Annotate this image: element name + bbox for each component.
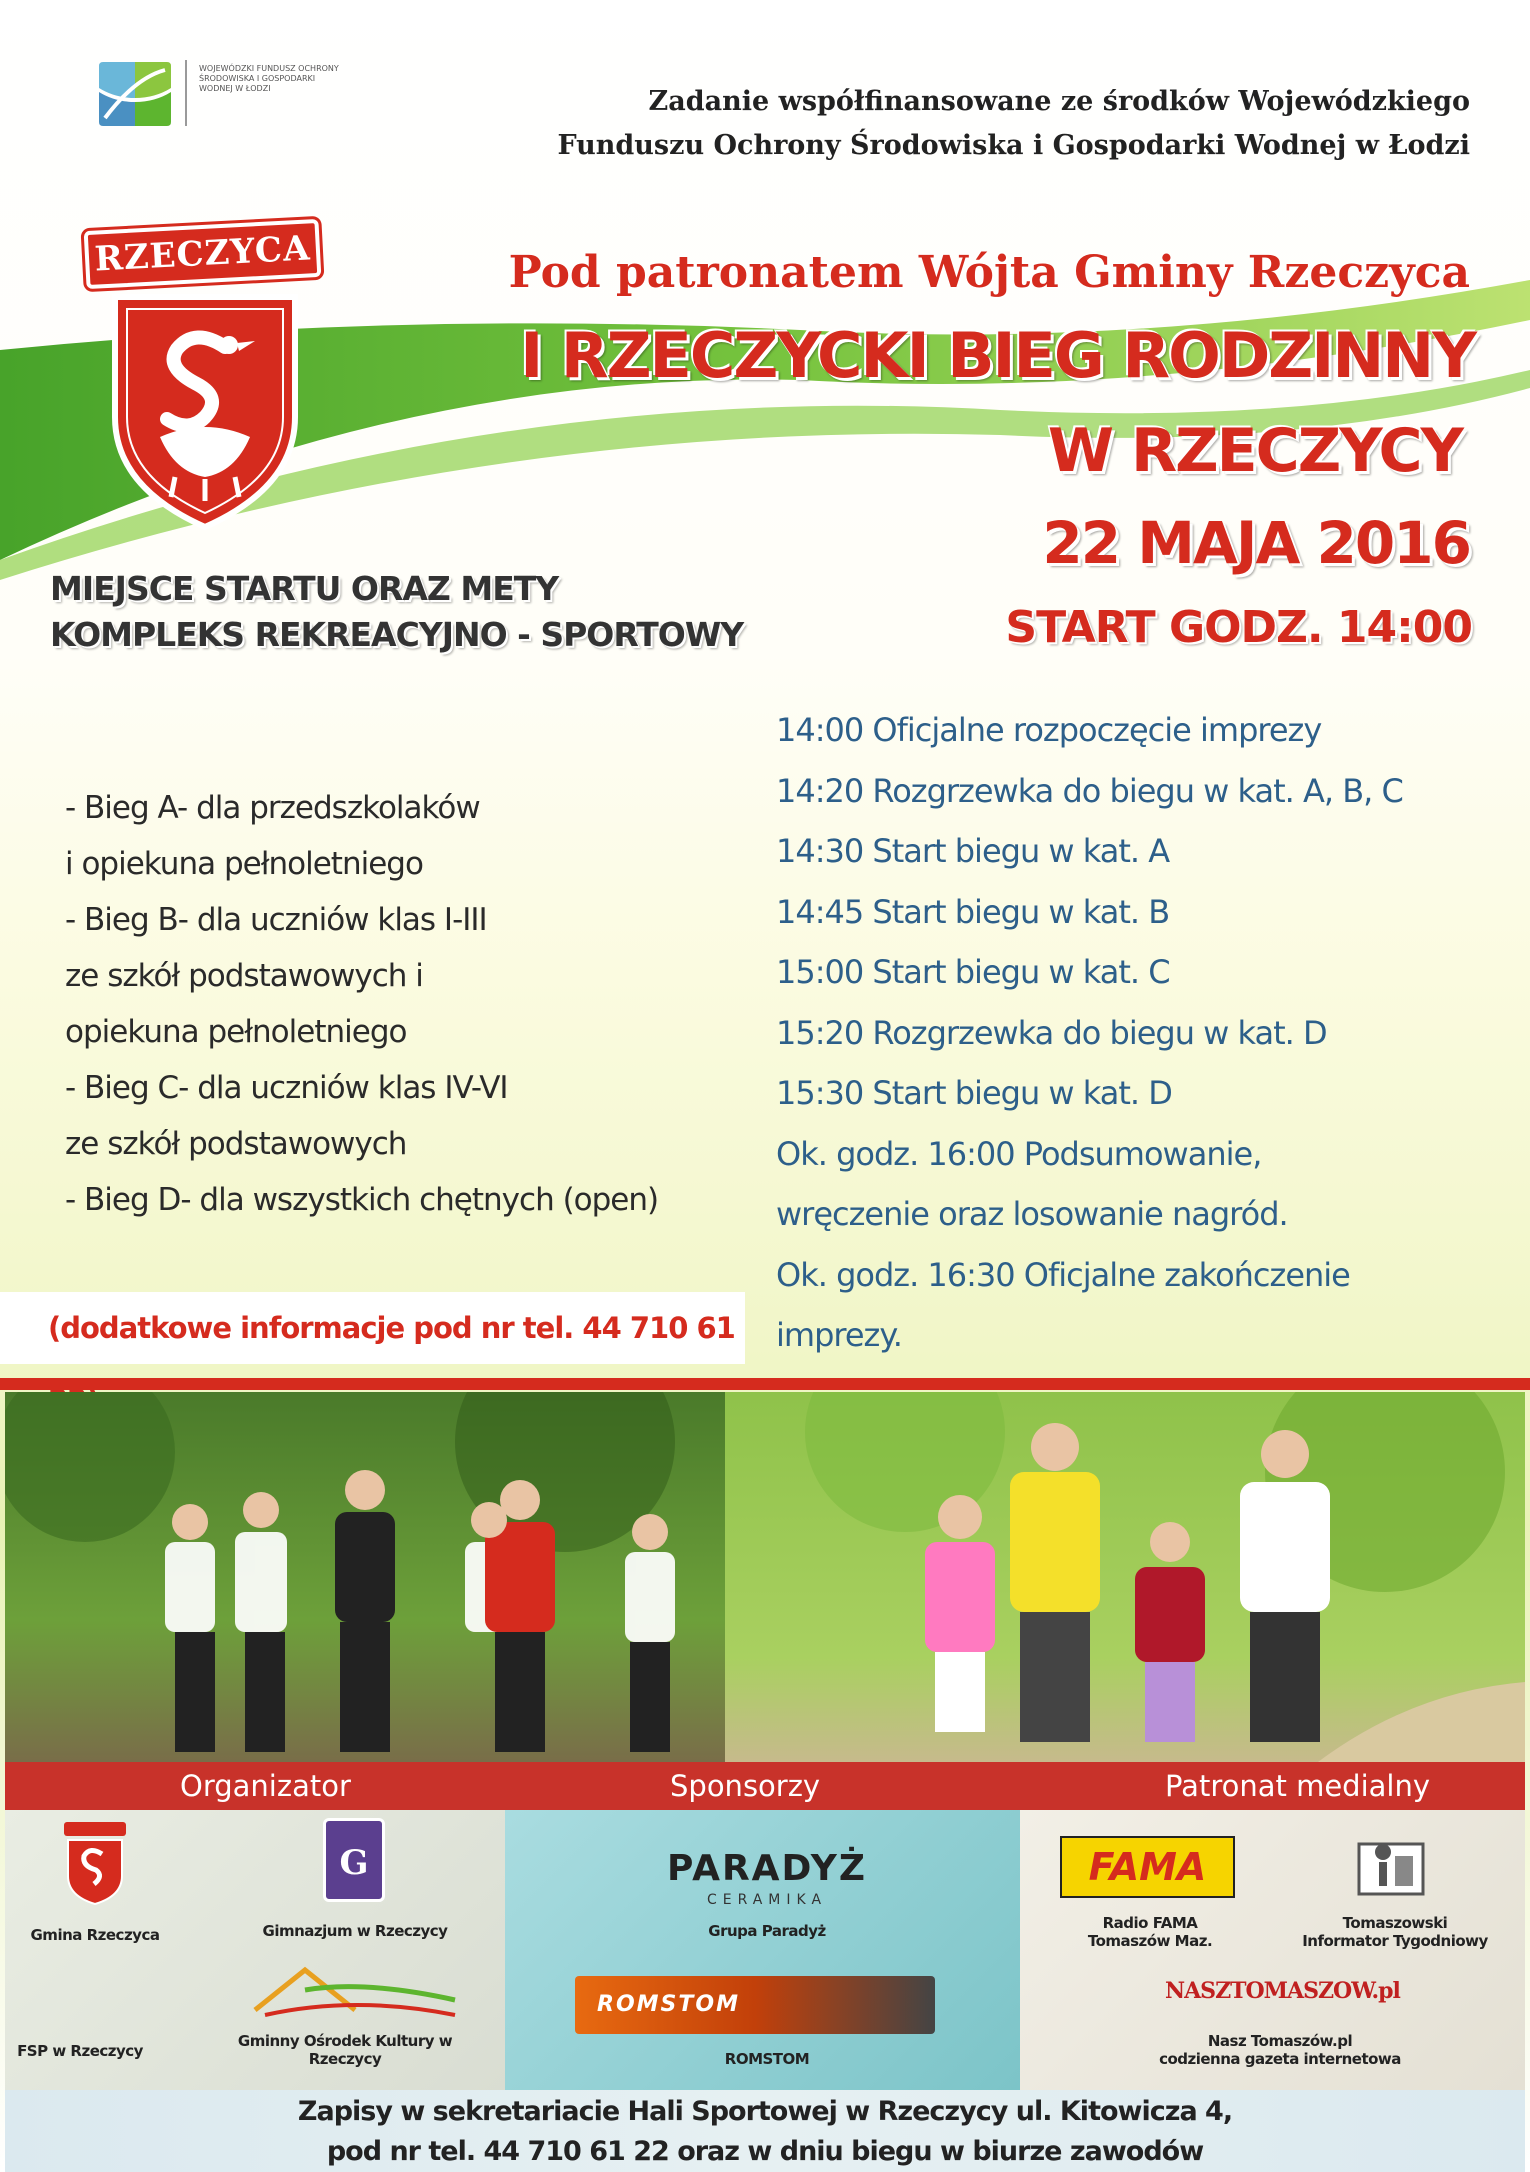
nasztomaszow-logo: NASZTOMASZOW.pl bbox=[1165, 1978, 1400, 2004]
red-divider bbox=[0, 1378, 1530, 1390]
category-line: - Bieg D- dla wszystkich chętnych (open) bbox=[65, 1182, 659, 1218]
fama-caption-line-1: Radio FAMA bbox=[1102, 1914, 1198, 1932]
schedule-line: 14:20 Rozgrzewka do biegu w kat. A, B, C bbox=[776, 771, 1403, 810]
schedule-line: 15:30 Start biegu w kat. D bbox=[776, 1074, 1172, 1112]
registration-line-2: pod nr tel. 44 710 61 22 oraz w dniu biegu w biurze zawodów bbox=[326, 2136, 1204, 2167]
wfos-leaf-icon bbox=[95, 58, 175, 130]
category-line: - Bieg A- dla przedszkolaków bbox=[65, 790, 480, 826]
category-line: ze szkół podstawowych i bbox=[65, 958, 423, 994]
paradyz-logo-sub: CERAMIKA bbox=[706, 1892, 828, 1908]
nt-caption-line-1: Nasz Tomaszów.pl bbox=[1207, 2032, 1353, 2050]
tit-caption-line-2: Informator Tygodniowy bbox=[1302, 1932, 1488, 1950]
sponsor-bar bbox=[5, 1762, 1525, 1810]
cofunding-note bbox=[470, 80, 1470, 168]
wfos-text: WOJEWÓDZKI FUNDUSZ OCHRONY ŚRODOWISKA I GOSPODARKI WODNEJ W ŁODZI bbox=[199, 64, 339, 93]
radio-fama-logo bbox=[1060, 1836, 1235, 1898]
schedule-line: 15:20 Rozgrzewka do biegu w kat. D bbox=[776, 1013, 1327, 1052]
fama-caption bbox=[1050, 1914, 1250, 1950]
category-line: - Bieg C- dla uczniów klas IV-VI bbox=[65, 1070, 508, 1106]
category-line: opiekuna pełnoletniego bbox=[65, 1014, 407, 1050]
gmina-caption: Gmina Rzeczyca bbox=[30, 1926, 160, 1944]
nasztomaszow-caption bbox=[1140, 2032, 1420, 2068]
radio-fama-logo-text: FAMA bbox=[1088, 1845, 1207, 1889]
sponsors-panel bbox=[505, 1810, 1020, 2090]
media-patron-label: Patronat medialny bbox=[1165, 1769, 1431, 1803]
tit-caption-line-1: Tomaszowski bbox=[1342, 1914, 1448, 1932]
schedule-line: imprezy. bbox=[776, 1316, 902, 1354]
wfos-divider bbox=[185, 60, 187, 126]
tit-logo-icon bbox=[1355, 1836, 1427, 1898]
gimnazjum-caption: Gimnazjum w Rzeczycy bbox=[262, 1922, 448, 1940]
gimnazjum-badge-letter: G bbox=[339, 1843, 369, 1883]
gok-logo-icon bbox=[245, 1960, 465, 2020]
organizer-panel bbox=[5, 1810, 505, 2090]
schedule-line: Ok. godz. 16:30 Oficjalne zakończenie bbox=[776, 1255, 1350, 1294]
rzeczyca-crest bbox=[75, 225, 330, 535]
start-time: START GODZ. 14:00 bbox=[1005, 602, 1472, 653]
media-panel bbox=[1020, 1810, 1525, 2090]
romstom-caption: ROMSTOM bbox=[724, 2050, 810, 2068]
nt-caption-line-2: codzienna gazeta internetowa bbox=[1159, 2050, 1401, 2068]
venue bbox=[50, 566, 810, 658]
cofunding-line-2: Funduszu Ochrony Środowiska i Gospodarki Wodnej w Łodzi bbox=[557, 130, 1470, 161]
venue-line-2: KOMPLEKS REKREACYJNO - SPORTOWY bbox=[50, 615, 744, 654]
romstom-logo bbox=[575, 1976, 935, 2034]
crest-banner: RZECZYCA bbox=[84, 219, 322, 289]
registration-info bbox=[5, 2090, 1525, 2172]
swan-shield-icon bbox=[105, 287, 305, 532]
gmina-crest-icon bbox=[60, 1820, 130, 1906]
venue-line-1: MIEJSCE STARTU ORAZ METY bbox=[50, 569, 559, 608]
paradyz-logo-name: PARADYŻ bbox=[667, 1848, 867, 1889]
cofunding-line-1: Zadanie współfinansowane ze środków Wojewódzkiego bbox=[648, 86, 1470, 117]
gimnazjum-logo bbox=[323, 1818, 385, 1902]
event-location: W RZECZYCY bbox=[1047, 416, 1462, 486]
category-line: - Bieg B- dla uczniów klas I-III bbox=[65, 902, 487, 938]
event-title: I RZECZYCKI BIEG RODZINNY bbox=[520, 319, 1475, 392]
race-categories bbox=[65, 780, 745, 1228]
schedule-line: Ok. godz. 16:00 Podsumowanie, bbox=[776, 1134, 1262, 1173]
fsp-caption: FSP w Rzeczycy bbox=[17, 2042, 143, 2060]
schedule-line: 15:00 Start biegu w kat. C bbox=[776, 953, 1170, 991]
event-date: 22 MAJA 2016 bbox=[1042, 509, 1470, 577]
category-line: ze szkół podstawowych bbox=[65, 1126, 407, 1162]
wfos-logo bbox=[95, 58, 339, 130]
gok-caption: Gminny Ośrodek Kultury w Rzeczycy bbox=[237, 2032, 453, 2068]
organizer-label: Organizator bbox=[180, 1769, 351, 1803]
runners-photo bbox=[5, 1392, 1525, 1772]
event-schedule bbox=[776, 700, 1496, 1366]
partner-logos bbox=[5, 1810, 1525, 2090]
schedule-line: 14:30 Start biegu w kat. A bbox=[776, 832, 1170, 870]
category-line: i opiekuna pełnoletniego bbox=[65, 846, 423, 882]
patronage-line: Pod patronatem Wójta Gminy Rzeczyca bbox=[508, 247, 1470, 298]
fama-caption-line-2: Tomaszów Maz. bbox=[1087, 1932, 1213, 1950]
sponsors-label: Sponsorzy bbox=[670, 1769, 821, 1803]
contact-info: (dodatkowe informacje pod nr tel. 44 710 61 bbox=[0, 1292, 745, 1364]
schedule-line: 14:45 Start biegu w kat. B bbox=[776, 892, 1170, 931]
registration-line-1: Zapisy w sekretariacie Hali Sportowej w Rzeczycy ul. Kitowicza 4, bbox=[297, 2096, 1233, 2127]
schedule-line: wręczenie oraz losowanie nagród. bbox=[776, 1195, 1288, 1233]
tit-caption bbox=[1290, 1914, 1500, 1950]
romstom-logo-name: ROMSTOM bbox=[597, 1992, 740, 2017]
schedule-line: 14:00 Oficjalne rozpoczęcie imprezy bbox=[776, 711, 1322, 749]
paradyz-caption: Grupa Paradyż bbox=[708, 1922, 826, 1940]
